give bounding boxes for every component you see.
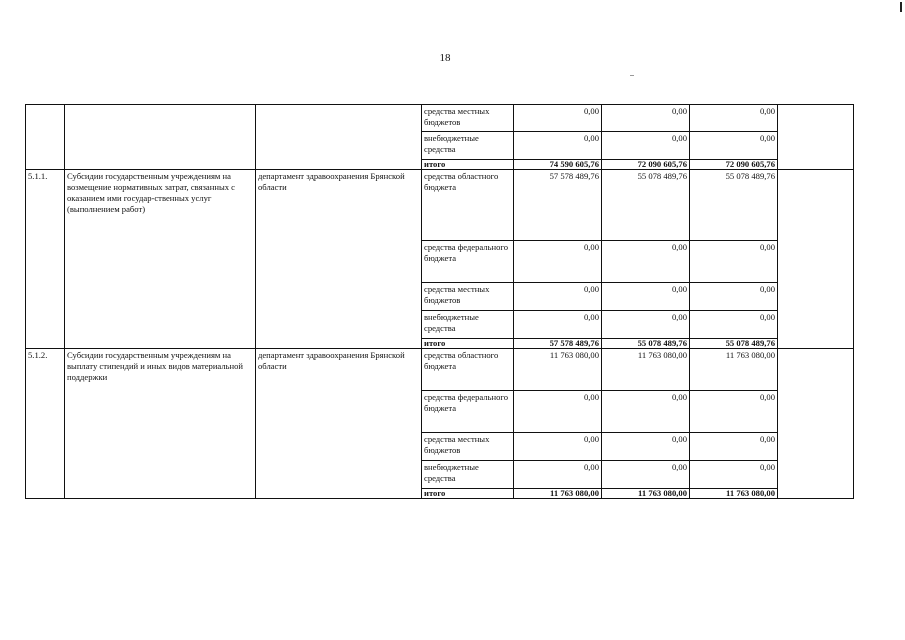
- value-cell: 55 078 489,76: [602, 170, 690, 241]
- page-number: 18: [439, 52, 451, 64]
- value-cell: 0,00: [514, 241, 602, 283]
- source-cell: средства местных бюджетов: [422, 283, 514, 311]
- value-cell: 0,00: [690, 105, 778, 132]
- value-cell: 0,00: [690, 391, 778, 433]
- source-cell: внебюджетные средства: [422, 311, 514, 339]
- value-cell: 0,00: [602, 391, 690, 433]
- value-cell: 0,00: [690, 461, 778, 489]
- source-cell: средства областного бюджета: [422, 170, 514, 241]
- item-name: Субсидии государственным учреждениям на выплату стипендий и иных видов материальной поддержки: [65, 349, 256, 499]
- value-cell: 11 763 080,00: [602, 349, 690, 391]
- value-cell: 0,00: [690, 132, 778, 160]
- scan-edge-mark: [900, 2, 902, 12]
- budget-table: [25, 104, 854, 499]
- executor-cell-empty: [256, 105, 422, 170]
- value-cell: 57 578 489,76: [514, 170, 602, 241]
- value-cell: 0,00: [690, 283, 778, 311]
- value-cell: 0,00: [602, 433, 690, 461]
- value-cell: 72 090 605,76: [602, 160, 690, 170]
- value-cell: 72 090 605,76: [690, 160, 778, 170]
- source-cell: средства местных бюджетов: [422, 105, 514, 132]
- value-cell: 0,00: [602, 241, 690, 283]
- table-row: [26, 349, 854, 391]
- value-cell: 57 578 489,76: [514, 339, 602, 349]
- item-executor: департамент здравоохранения Брянской области: [256, 349, 422, 499]
- source-cell: итого: [422, 489, 514, 499]
- value-cell: 0,00: [514, 105, 602, 132]
- extra-cell-empty: [778, 105, 854, 170]
- value-cell: 0,00: [514, 311, 602, 339]
- item-code: 5.1.2.: [26, 349, 65, 499]
- source-cell: внебюджетные средства: [422, 461, 514, 489]
- value-cell: 0,00: [514, 391, 602, 433]
- table-row: [26, 170, 854, 241]
- value-cell: 11 763 080,00: [514, 489, 602, 499]
- value-cell: 0,00: [514, 433, 602, 461]
- value-cell: 0,00: [602, 105, 690, 132]
- item-executor: департамент здравоохранения Брянской области: [256, 170, 422, 349]
- value-cell: 0,00: [514, 283, 602, 311]
- value-cell: 55 078 489,76: [602, 339, 690, 349]
- value-cell: 11 763 080,00: [514, 349, 602, 391]
- item-name: Субсидии государственным учреждениям на возмещение нормативных затрат, связанных с оказанием ими государ-ственных услуг (выполнением работ): [65, 170, 256, 349]
- source-cell: итого: [422, 339, 514, 349]
- value-cell: 11 763 080,00: [690, 489, 778, 499]
- code-cell-empty: [26, 105, 65, 170]
- name-cell-empty: [65, 105, 256, 170]
- source-cell: итого: [422, 160, 514, 170]
- value-cell: 0,00: [602, 461, 690, 489]
- value-cell: 55 078 489,76: [690, 170, 778, 241]
- value-cell: 0,00: [514, 132, 602, 160]
- value-cell: 11 763 080,00: [602, 489, 690, 499]
- source-cell: внебюджетные средства: [422, 132, 514, 160]
- value-cell: 0,00: [514, 461, 602, 489]
- extra-cell-empty: [778, 170, 854, 349]
- value-cell: 0,00: [690, 311, 778, 339]
- extra-cell-empty: [778, 349, 854, 499]
- source-cell: средства местных бюджетов: [422, 433, 514, 461]
- table-row: [26, 105, 854, 132]
- value-cell: 55 078 489,76: [690, 339, 778, 349]
- scan-dot: [630, 75, 634, 76]
- value-cell: 0,00: [602, 132, 690, 160]
- value-cell: 0,00: [690, 433, 778, 461]
- value-cell: 11 763 080,00: [690, 349, 778, 391]
- value-cell: 0,00: [690, 241, 778, 283]
- value-cell: 74 590 605,76: [514, 160, 602, 170]
- source-cell: средства федерального бюджета: [422, 241, 514, 283]
- value-cell: 0,00: [602, 283, 690, 311]
- source-cell: средства областного бюджета: [422, 349, 514, 391]
- item-code: 5.1.1.: [26, 170, 65, 349]
- source-cell: средства федерального бюджета: [422, 391, 514, 433]
- value-cell: 0,00: [602, 311, 690, 339]
